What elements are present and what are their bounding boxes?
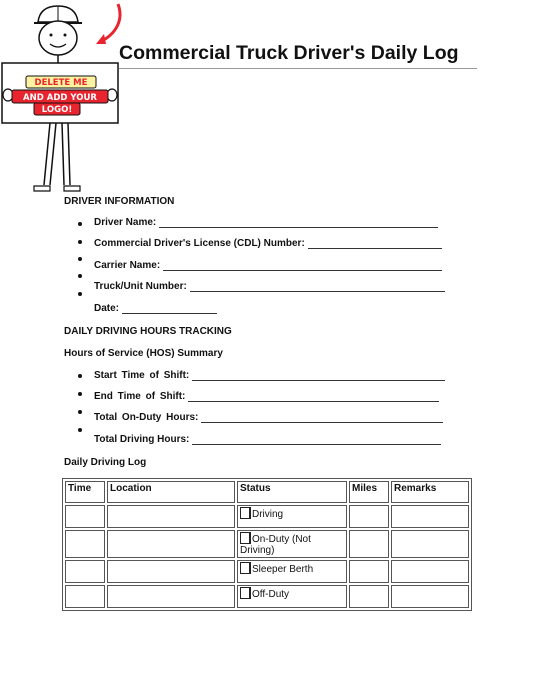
time-cell[interactable]	[65, 505, 105, 528]
title-divider	[119, 68, 477, 69]
field-label: Truck/Unit Number:	[94, 281, 187, 292]
subheading-daily-log: Daily Driving Log	[64, 457, 147, 468]
total-driving-input-line[interactable]	[192, 434, 441, 445]
start-time-field	[94, 370, 445, 381]
driver-name-field	[94, 217, 438, 228]
status-cell	[237, 505, 347, 528]
field-label: Start Time of Shift:	[94, 370, 190, 381]
location-cell[interactable]	[107, 505, 235, 528]
column-header-status: Status	[237, 481, 347, 503]
total-on-duty-input-line[interactable]	[201, 412, 443, 423]
logo-text-line2: AND ADD YOUR	[23, 93, 97, 103]
subheading-hos-summary: Hours of Service (HOS) Summary	[64, 348, 223, 359]
bullet-icon	[78, 410, 82, 414]
column-header-location: Location	[107, 481, 235, 503]
logo-placeholder-illustration	[0, 0, 125, 195]
field-label: End Time of Shift:	[94, 391, 186, 402]
bullet-icon	[78, 274, 82, 278]
status-option-label: Off-Duty	[252, 589, 290, 600]
total-driving-field	[94, 434, 441, 445]
page-title: Commercial Truck Driver's Daily Log	[119, 42, 459, 64]
miles-cell[interactable]	[349, 560, 389, 583]
time-cell[interactable]	[65, 585, 105, 608]
time-cell[interactable]	[65, 560, 105, 583]
table-header-row	[65, 481, 469, 503]
carrier-name-field	[94, 260, 442, 271]
logo-text-line1: DELETE ME	[34, 78, 88, 88]
end-time-field	[94, 391, 439, 402]
checkbox-icon[interactable]	[240, 532, 251, 544]
cdl-number-field	[94, 238, 442, 249]
field-label: Carrier Name:	[94, 260, 161, 271]
time-cell[interactable]	[65, 530, 105, 558]
column-header-miles: Miles	[349, 481, 389, 503]
bullet-icon	[78, 222, 82, 226]
bullet-icon	[78, 292, 82, 296]
miles-cell[interactable]	[349, 585, 389, 608]
location-cell[interactable]	[107, 530, 235, 558]
field-label: Commercial Driver's License (CDL) Number:	[94, 238, 305, 249]
bullet-icon	[78, 392, 82, 396]
remarks-cell[interactable]	[391, 560, 469, 583]
column-header-remarks: Remarks	[391, 481, 469, 503]
column-header-time: Time	[65, 481, 105, 503]
status-cell	[237, 585, 347, 608]
daily-log-table	[62, 478, 472, 611]
date-input-line[interactable]	[122, 303, 217, 314]
bullet-icon	[78, 374, 82, 378]
total-on-duty-field	[94, 412, 443, 423]
field-label: Driver Name:	[94, 217, 157, 228]
field-label: Total On-Duty Hours:	[94, 412, 199, 423]
remarks-cell[interactable]	[391, 505, 469, 528]
remarks-cell[interactable]	[391, 585, 469, 608]
remarks-cell[interactable]	[391, 530, 469, 558]
location-cell[interactable]	[107, 585, 235, 608]
logo-text-line3: LOGO!	[41, 105, 73, 115]
status-option-label: Driving	[252, 509, 284, 520]
table-row	[65, 560, 469, 583]
table-row	[65, 505, 469, 528]
carrier-name-input-line[interactable]	[163, 260, 442, 271]
bullet-icon	[78, 240, 82, 244]
field-label: Total Driving Hours:	[94, 434, 190, 445]
field-label: Date:	[94, 303, 120, 314]
miles-cell[interactable]	[349, 505, 389, 528]
section-heading-hours: DAILY DRIVING HOURS TRACKING	[64, 326, 232, 337]
table-row	[65, 530, 469, 558]
location-cell[interactable]	[107, 560, 235, 583]
checkbox-icon[interactable]	[240, 587, 251, 599]
miles-cell[interactable]	[349, 530, 389, 558]
date-field	[94, 303, 217, 314]
status-option-label: Sleeper Berth	[252, 564, 314, 575]
truck-unit-field	[94, 281, 445, 292]
status-cell	[237, 530, 347, 558]
end-time-input-line[interactable]	[188, 391, 439, 402]
table-row	[65, 585, 469, 608]
cdl-number-input-line[interactable]	[308, 238, 442, 249]
truck-unit-input-line[interactable]	[190, 281, 445, 292]
start-time-input-line[interactable]	[192, 370, 445, 381]
bullet-icon	[78, 428, 82, 432]
bullet-icon	[78, 257, 82, 261]
checkbox-icon[interactable]	[240, 507, 251, 519]
status-option-label: On-Duty (Not Driving)	[240, 534, 311, 556]
status-cell	[237, 560, 347, 583]
driver-name-input-line[interactable]	[159, 217, 438, 228]
section-heading-driver-info: DRIVER INFORMATION	[64, 196, 175, 207]
checkbox-icon[interactable]	[240, 562, 251, 574]
